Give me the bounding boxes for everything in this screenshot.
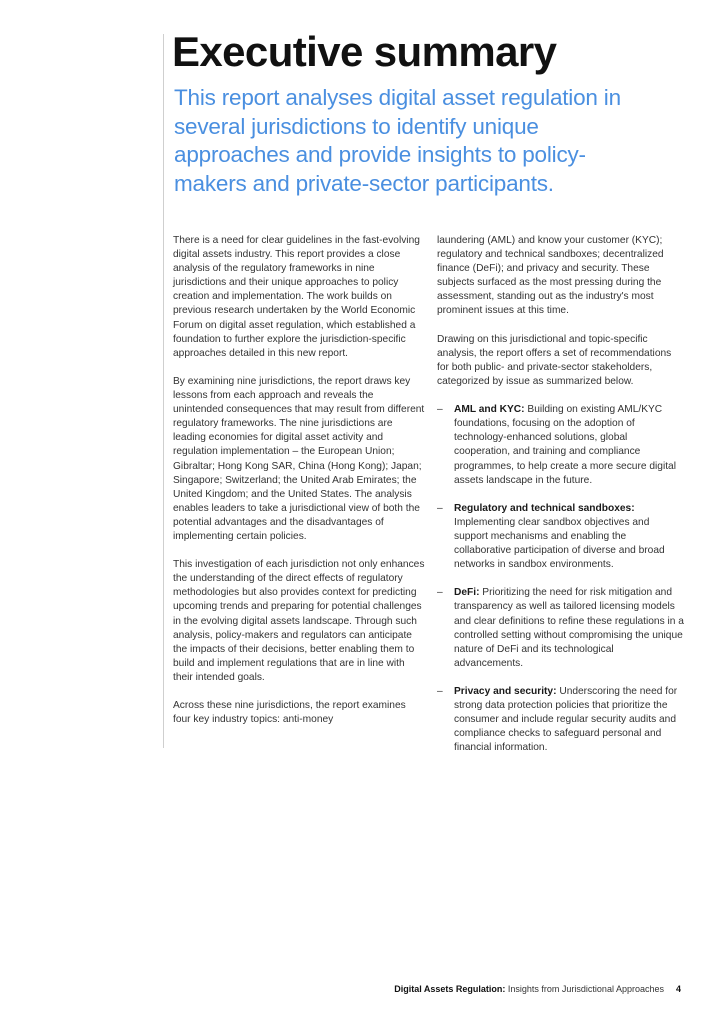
bullet-text: Underscoring the need for strong data protection policies that prioritize the consumer and include regular security audits and compliance checks to safeguard personal and financial information. <box>454 686 678 754</box>
right-column <box>437 234 685 770</box>
bullet-text: Implementing clear sandbox objectives and support mechanisms and enabling the collaborative participation of diverse and broad networks in sandbox environments. <box>454 516 665 571</box>
bullet-text: Building on existing AML/KYC foundations, focusing on the adoption of technology-enhanced solutions, global cooperation, and training and compliance programmes, to help create a more secure digital assets landscape in the future. <box>454 404 676 486</box>
page-title: Executive summary <box>172 28 557 75</box>
body-paragraph: There is a need for clear guidelines in the fast-evolving digital assets industry. This report provides a close analysis of the regulatory frameworks in nine jurisdictions and their unique approaches to policy creation and implementation. The work builds on previous research undertaken by the World Economic Forum on digital asset regulation, which established a foundation to further explore the jurisdiction-specific approaches detailed in this new report. <box>173 235 420 359</box>
list-item <box>437 502 685 572</box>
bullet-label: Privacy and security: <box>454 686 557 697</box>
body-paragraph: By examining nine jurisdictions, the report draws key lessons from each approach and reveals the unintended consequences that may result from different regulatory frameworks. The nine jurisdictions are leading economies for digital asset activity and regulation implementation – the European Union; Gibraltar; Hong Kong SAR, China (Hong Kong); Japan; Singapore; Switzerland; the United Arab Emirates; the United Kingdom; and the United States. The analysis enables leaders to take a jurisdictional view of both the potential advantages and the disadvantages of implementing certain policies. <box>173 375 425 542</box>
intro-lede: This report analyses digital asset regulation in several jurisdictions to identify unique approaches and provide insights to policy-makers and private-sector participants. <box>174 85 621 196</box>
bullet-dash: – <box>437 502 443 514</box>
left-column <box>173 234 425 741</box>
page-footer <box>394 984 681 994</box>
body-paragraph: Drawing on this jurisdictional and topic-specific analysis, the report offers a set of recommendations for both public- and private-sector stakeholders, categorized by issue as summarized below. <box>437 333 672 387</box>
page-number: 4 <box>675 984 681 994</box>
footer-title: Digital Assets Regulation: <box>394 984 506 994</box>
recommendations-list <box>437 403 685 755</box>
body-paragraph: This investigation of each jurisdiction not only enhances the understanding of the direct effects of regulatory methodologies but also provides context for predicting upcoming trends and preparing for potential challenges in the evolving digital assets landscape. Through such analysis, policy-makers and regulators can anticipate the impacts of their decisions, better enabling them to build and implement regulations that are in line with their intended goals. <box>173 559 425 683</box>
bullet-text: Prioritizing the need for risk mitigation and transparency as well as tailored licensing models and clear definitions to refine these regulations in a controlled setting without compromising the unique nature of DeFi and its technological advancements. <box>454 587 684 669</box>
bullet-label: AML and KYC: <box>454 404 525 416</box>
bullet-dash: – <box>437 686 443 697</box>
body-paragraph: Across these nine jurisdictions, the report examines four key industry topics: anti-money <box>173 700 406 726</box>
bullet-dash: – <box>437 587 443 599</box>
margin-rule <box>163 34 164 748</box>
body-paragraph: laundering (AML) and know your customer (KYC); regulatory and technical sandboxes; decentralized finance (DeFi); and privacy and security. These subjects surfaced as the most pressing during the assessment, standing out as the industry's most prominent issues at this time. <box>437 235 664 317</box>
list-item <box>437 685 685 755</box>
list-item <box>437 403 685 488</box>
bullet-label: Regulatory and technical sandboxes: <box>454 502 635 514</box>
footer-subtitle: Insights from Jurisdictional Approaches <box>505 984 664 994</box>
bullet-dash: – <box>437 404 443 416</box>
bullet-label: DeFi: <box>454 587 480 599</box>
list-item <box>437 586 685 671</box>
